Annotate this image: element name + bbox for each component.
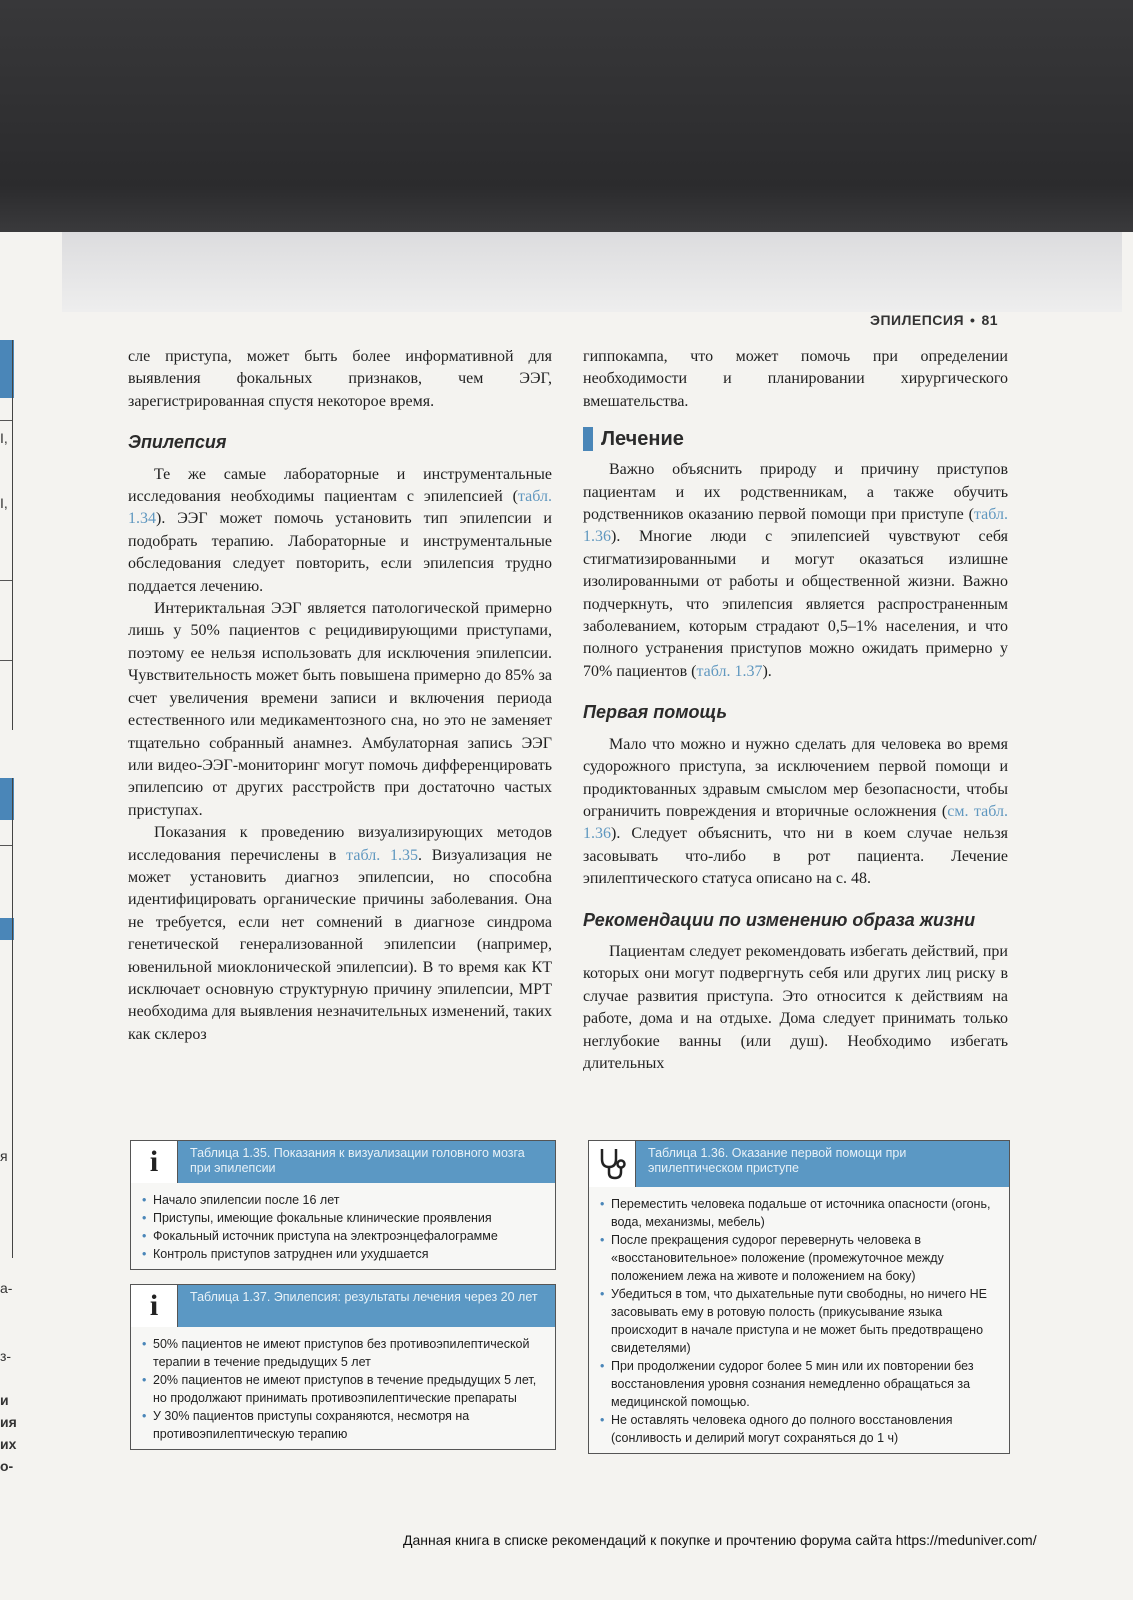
heading-epilepsy: Эпилепсия (128, 432, 227, 453)
info-icon: i (131, 1285, 178, 1327)
list-item: • Контроль приступов затруднен или ухудшается (153, 1245, 543, 1263)
edge-glyph: I, (0, 495, 8, 511)
table-1-36 (588, 1140, 1010, 1454)
paragraph (583, 734, 1008, 891)
list-item: • 20% пациентов не имеют приступов в течение предыдущих 5 лет, но продолжают принимать противоэпилептические препараты (153, 1371, 543, 1407)
paragraph: гиппокампа, что может помочь при определении необходимости и планировании хирургического вмешательства. (583, 348, 1008, 410)
table-title: Таблица 1.35. Показания к визуализации головного мозга при эпилепсии (178, 1141, 555, 1183)
table-title: Таблица 1.37. Эпилепсия: результаты лечения через 20 лет (178, 1285, 555, 1327)
paragraph: сле приступа, может быть более информативной для выявления фокальных признаков, чем ЭЭГ, зарегистрированная спустя некоторое время. (128, 348, 552, 410)
text: Те же самые лабораторные и инструментальные исследования необходимы пациентам с эпилепсией ( (128, 465, 552, 506)
paragraph (128, 822, 552, 1046)
text: Мало что можно и нужно сделать для человека во время судорожного приступа, за исключением первой помощи и продиктованных здравым смыслом мер безопасности, чтобы ограничить повреждения и вторичные осложнения ( (583, 735, 1008, 820)
table-list (131, 1327, 555, 1449)
list-item: • Фокальный источник приступа на электроэнцефалограмме (153, 1227, 543, 1245)
paragraph (583, 459, 1008, 683)
heading-first-aid: Первая помощь (583, 702, 728, 723)
edge-glyph: а- (0, 1280, 13, 1296)
left-column (128, 346, 552, 1046)
table-reference-link[interactable]: табл. 1.36 (583, 506, 1008, 546)
edge-glyph: их (0, 1436, 17, 1452)
text: ). Многие люди с эпилепсией чувствуют себя стигматизированными и могут оказаться излишне изолированными от работы и общественной жизни. Важно подчеркнуть, что эпилепсия является распространенным заболеванием, которым страдают 0,5–1% населения, и что полного устранения приступов можно ожидать примерно у 70% пациентов ( (583, 528, 1008, 680)
list-item: • Переместить человека подальше от источника опасности (огонь, вода, механизмы, мебель) (611, 1195, 997, 1231)
scan-dark-background (0, 0, 1133, 232)
heading-lifestyle: Рекомендации по изменению образа жизни (583, 909, 976, 930)
paragraph (128, 464, 552, 598)
list-item: • Убедиться в том, что дыхательные пути свободны, но ничего НЕ засовывать ему в ротовую полость (прикусывание языка происходит в начале приступа и не может быть предотвращено свидетелями) (611, 1285, 997, 1357)
edge-glyph: и (0, 1392, 9, 1408)
list-item: • Приступы, имеющие фокальные клинические проявления (153, 1209, 543, 1227)
list-item: • Начало эпилепсии после 16 лет (153, 1191, 543, 1209)
page-top-shade (62, 232, 1122, 312)
section-title: ЭПИЛЕПСИЯ (870, 312, 965, 328)
paragraph: Пациентам следует рекомендовать избегать действий, при которых они могут подвергнуть себя или других лиц риску в случае развития приступа. Это относится к действиям на работе, дома и на отдыхе. Дома следует принимать только неглубокие ванны (или душ). Необходимо избегать длительных (583, 942, 1008, 1072)
list-item: • 50% пациентов не имеют приступов без противоэпилептической терапии в течение предыдущих 5 лет (153, 1335, 543, 1371)
edge-rule (0, 580, 12, 581)
edge-rule (0, 660, 12, 661)
table-reference-link[interactable]: см. табл. 1.36 (583, 802, 1008, 843)
edge-glyph: ия (0, 1414, 17, 1430)
table-list (589, 1187, 1009, 1453)
footer-watermark: Данная книга в списке рекомендаций к покупке и прочтению форума сайта https://meduniver.com/ (403, 1532, 1037, 1548)
table-1-37 (130, 1284, 556, 1450)
running-header (870, 312, 998, 328)
edge-glyph: о- (0, 1458, 14, 1474)
table-reference-link[interactable]: табл. 1.34 (128, 488, 552, 528)
heading-text: Лечение (601, 428, 684, 451)
text: ). (762, 662, 772, 680)
header-separator: • (970, 312, 976, 328)
edge-border (12, 340, 13, 730)
table-list (131, 1183, 555, 1269)
table-title: Таблица 1.36. Оказание первой помощи при эпилептическом приступе (636, 1141, 1009, 1187)
heading-treatment (583, 427, 1008, 451)
paragraph: Интериктальная ЭЭГ является патологической примерно лишь у 50% пациентов с рецидивирующими приступами, поэтому ее нельзя использовать для исключения эпилепсии. Чувствительность может быть повышена примерно до 85% за счет увеличения времени записи и включения периода естественного или медикаментозного сна, но это не заменяет тщательно собранный анамнез. Амбулаторная запись ЭЭГ или видео-ЭЭГ-мониторинг могут помочь дифференцировать эпилепсию от других расстройств при достаточно частых приступах. (128, 600, 552, 819)
edge-rule (0, 420, 12, 421)
heading-accent-bar (583, 427, 593, 451)
edge-glyph: з- (0, 1348, 12, 1364)
edge-glyph: я (0, 1148, 8, 1164)
table-header (131, 1141, 555, 1183)
edge-rule (0, 845, 12, 846)
right-column (583, 346, 1008, 1075)
list-item: • Не оставлять человека одного до полного восстановления (сонливость и делирий могут сохраняться до 1 ч) (611, 1411, 997, 1447)
info-icon: i (131, 1141, 178, 1183)
text: ). Следует объяснить, что ни в коем случае нельзя засовывать что-либо в рот пациента. Лечение эпилептического статуса описано на с. 48. (583, 825, 1008, 888)
list-item: • После прекращения судорог перевернуть человека в «восстановительное» положение (промежуточное между положением лежа на животе и положением на боку) (611, 1231, 997, 1285)
edge-glyph: I, (0, 430, 8, 446)
table-reference-link[interactable]: табл. 1.37 (696, 662, 763, 680)
table-header (131, 1285, 555, 1327)
stethoscope-icon (589, 1141, 636, 1187)
text: . Визуализация не может установить диагноз эпилепсии, но способна идентифицировать органические причины заболевания. Она не требуется, если нет сомнений в диагнозе синдрома генетической генерализованной эпилепсии (например, ювенильной миоклонической эпилепсии). В то время как КТ исключает основную структурную причину эпилепсии, МРТ необходима для выявления незначительных изменений, таких как склероз (128, 846, 552, 1043)
list-item: • У 30% пациентов приступы сохраняются, несмотря на противоэпилептическую терапию (153, 1407, 543, 1443)
page-number: 81 (981, 312, 999, 328)
text: Показания к проведению визуализирующих методов исследования перечислены в (128, 824, 552, 864)
list-item: • При продолжении судорог более 5 мин или их повторении без восстановления уровня сознания немедленно обращаться за медицинской помощью. (611, 1357, 997, 1411)
text: Важно объяснить природу и причину приступов пациентам и их родственникам, а также обучить родственников оказанию первой помощи при приступе ( (583, 461, 1008, 524)
table-1-35 (130, 1140, 556, 1270)
edge-border (12, 778, 13, 1258)
table-reference-link[interactable]: табл. 1.35 (346, 846, 418, 864)
left-page-edge (0, 340, 14, 1364)
table-header (589, 1141, 1009, 1187)
text: ). ЭЭГ может помочь установить тип эпилепсии и подобрать терапию. Лабораторные и инструментальные обследования следует повторить, если эпилепсия трудно поддается лечению. (128, 510, 552, 595)
